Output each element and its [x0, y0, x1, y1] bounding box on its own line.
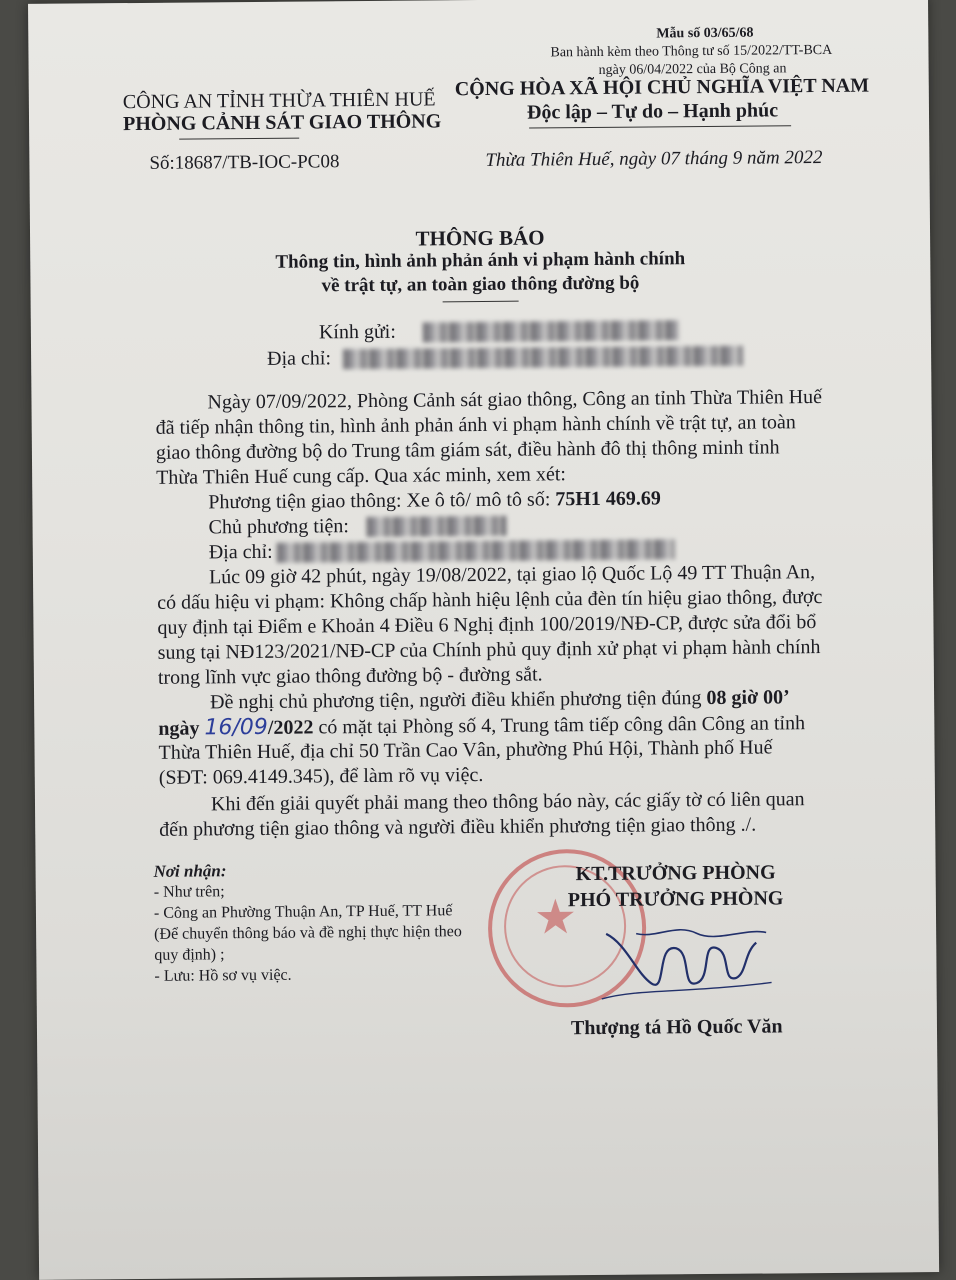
appointment-year: /2022	[267, 716, 314, 739]
signer-role-line2: PHÓ TRƯỞNG PHÒNG	[567, 887, 784, 912]
seal-star-icon: ★	[533, 891, 578, 945]
paragraph-2-line2: có dấu hiệu vi phạm: Không chấp hành hiệu lệnh của đèn tín hiệu giao thông, được	[157, 586, 823, 614]
recipient-item: (Để chuyển thông báo và đề nghị thực hiện theo	[154, 923, 462, 943]
document-subtitle-line2: về trật tự, an toàn giao thông đường bộ	[321, 272, 640, 297]
owner-label: Chủ phương tiện:	[208, 515, 349, 539]
document-number: Số:18687/TB-IOC-PC08	[149, 151, 340, 174]
paragraph-1-line3: giao thông đường bộ do Trung tâm giám sát, điều hành đô thị thông minh tỉnh	[155, 436, 780, 464]
form-code: Mẫu số 03/65/68	[656, 25, 754, 42]
paragraph-4-line2: đến phương tiện giao thông và người điều khiển phương tiện giao thông ./.	[159, 813, 757, 841]
agency-name: CÔNG AN TỈNH THỪA THIÊN HUẾ	[122, 88, 436, 114]
agency-underline	[179, 138, 299, 140]
redacted-owner	[367, 516, 507, 537]
addressee-label: Kính gửi:	[318, 320, 396, 344]
paragraph-2-line1: Lúc 09 giờ 42 phút, ngày 19/08/2022, tại giao lộ Quốc Lộ 49 TT Thuận An,	[208, 561, 816, 589]
signer-name: Thượng tá Hồ Quốc Văn	[570, 1015, 783, 1040]
paragraph-1-line4: Thừa Thiên Huế cung cấp. Qua xác minh, xem xét:	[156, 463, 567, 489]
issued-note-line1: Ban hành kèm theo Thông tư số 15/2022/TT-BCA	[550, 42, 833, 61]
issued-note-line2: ngày 06/04/2022 của Bộ Công an	[598, 61, 787, 78]
recipient-item: - Lưu: Hồ sơ vụ việc.	[154, 966, 292, 985]
paragraph-3-line4: (SĐT: 069.4149.345), để làm rõ vụ việc.	[158, 763, 484, 789]
redacted-address	[343, 346, 743, 369]
national-title: CỘNG HÒA XÃ HỘI CHỦ NGHĨA VIỆT NAM	[454, 74, 870, 101]
redacted-owner-address	[277, 539, 675, 562]
paragraph-2-line5: trong lĩnh vực giao thông đường bộ - đường sắt.	[157, 663, 543, 689]
department-name: PHÒNG CẢNH SÁT GIAO THÔNG	[122, 110, 442, 136]
signer-role-line1: KT.TRƯỞNG PHÒNG	[575, 861, 776, 886]
paragraph-4-line1: Khi đến giải quyết phải mang theo thông báo này, các giấy tờ có liên quan	[210, 788, 805, 816]
paragraph-1-line2: đã tiếp nhận thông tin, hình ảnh phản ánh vi phạm hành chính về trật tự, an toàn	[155, 411, 796, 439]
recipient-item: - Công an Phường Thuận An, TP Huế, TT Huế	[153, 902, 453, 922]
handwritten-signature	[596, 902, 777, 1014]
national-motto: Độc lập – Tự do – Hạnh phúc	[526, 99, 779, 124]
vehicle-plate: 75H1 469.69	[555, 487, 661, 511]
paragraph-2-line4: sung tại NĐ123/2021/NĐ-CP của Chính phủ quy định xử phạt vi phạm hành chính	[157, 636, 821, 664]
handwritten-date: 16/09	[204, 714, 268, 741]
recipients-title: Nơi nhận:	[153, 861, 227, 881]
subtitle-underline	[443, 301, 519, 303]
document-title: THÔNG BÁO	[415, 225, 545, 251]
motto-underline	[529, 125, 791, 128]
date-label: ngày	[158, 717, 205, 740]
paragraph-3-line3: Thừa Thiên Huế, địa chỉ 50 Trần Cao Vân, phường Phú Hội, Thành phố Huế	[158, 736, 773, 764]
document-page	[28, 0, 939, 1280]
appointment-place: có mặt tại Phòng số 4, Trung tâm tiếp công dân Công an tỉnh	[313, 712, 806, 739]
paragraph-1-line1: Ngày 07/09/2022, Phòng Cảnh sát giao thông, Công an tỉnh Thừa Thiên Huế	[207, 386, 823, 414]
appointment-time: 08 giờ 00’	[706, 686, 790, 710]
address-label: Địa chỉ:	[267, 347, 332, 370]
recipient-item: - Như trên;	[153, 883, 225, 901]
document-subtitle-line1: Thông tin, hình ảnh phản ánh vi phạm hành chính	[275, 248, 686, 273]
appointment-request: Đề nghị chủ phương tiện, người điều khiển phương tiện đúng	[210, 687, 707, 714]
recipient-item: quy định) ;	[154, 946, 225, 964]
recipients-block	[154, 858, 463, 987]
redacted-addressee	[423, 320, 679, 342]
place-and-date: Thừa Thiên Huế, ngày 07 tháng 9 năm 2022	[485, 147, 823, 171]
vehicle-label: Phương tiện giao thông: Xe ô tô/ mô tô số:	[208, 488, 556, 514]
paragraph-2-line3: quy định tại Điểm e Khoản 4 Điều 6 Nghị định 100/2019/NĐ-CP, được sửa đổi bổ	[157, 611, 817, 639]
owner-address-label: Địa chỉ:	[208, 540, 273, 564]
vehicle-line	[208, 486, 661, 515]
